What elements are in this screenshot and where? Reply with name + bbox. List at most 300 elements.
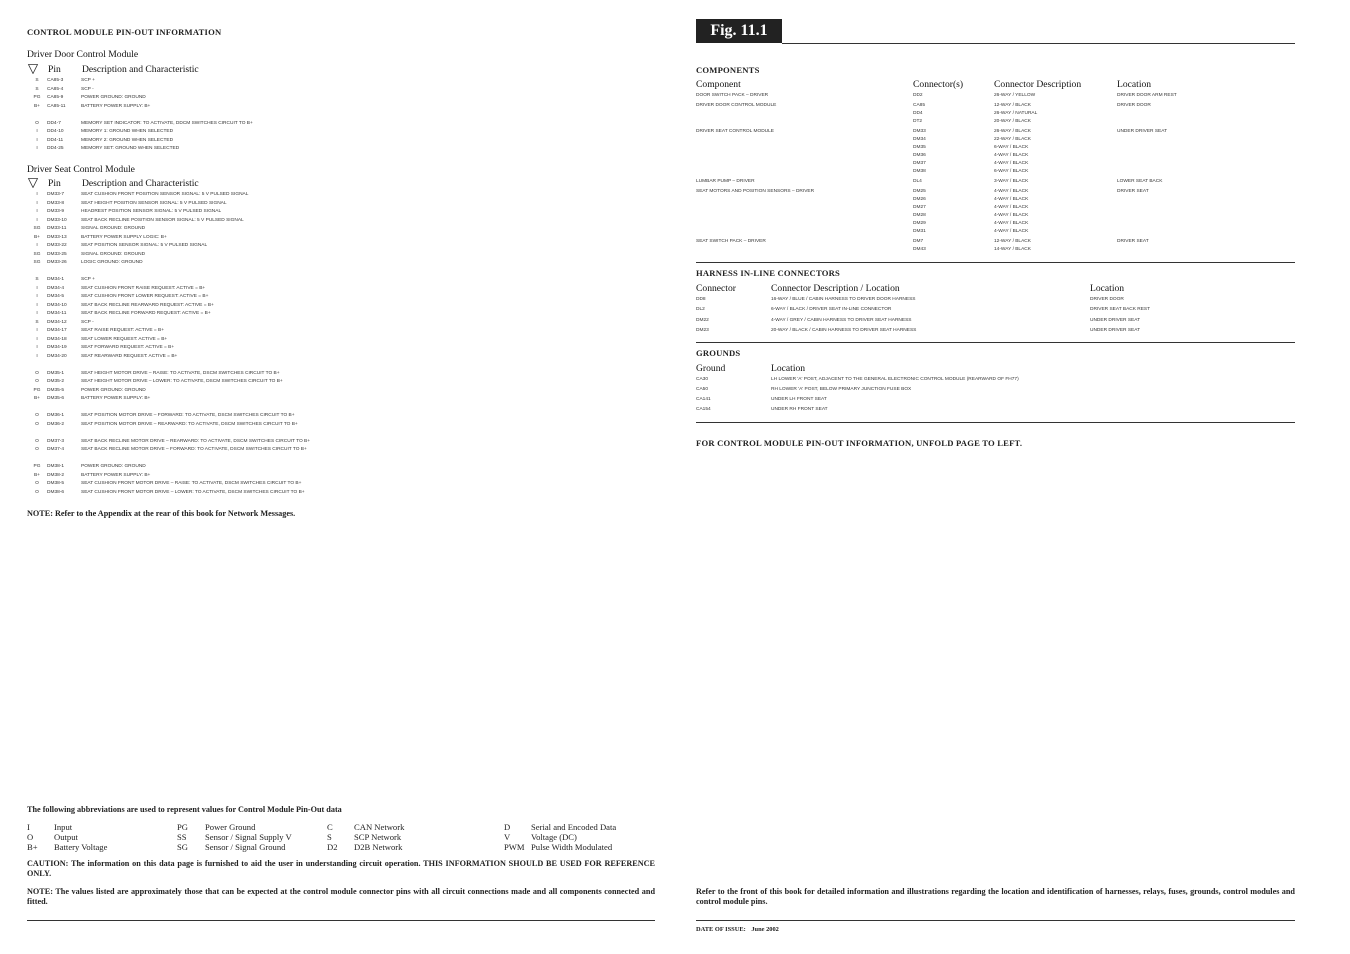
pin-id: DM36-2: [47, 421, 65, 427]
pin-type: B+: [33, 396, 40, 401]
pin-id: DM33-9: [47, 209, 65, 214]
pin-description: SEAT BACK RECLINE REARWARD REQUEST: ACTIVE = B+: [81, 302, 214, 308]
ground-location: UNDER LH FRONT SEAT: [771, 397, 827, 403]
abbreviation-value: CAN Network: [354, 822, 405, 832]
pin-id: DM35-2: [47, 379, 65, 384]
pin-row: [27, 208, 357, 217]
connector-id: DM38: [913, 169, 926, 174]
component-name: SEAT SWITCH PACK – DRIVER: [696, 239, 766, 244]
pin-id: DM33-13: [47, 234, 67, 240]
pin-description: SEAT CUSHION FRONT POSITION SENSOR SIGNAL: 5 V PULSED SIGNAL: [81, 192, 249, 197]
pin-type: PG: [33, 95, 41, 100]
connector-description: 12-WAY / BLACK: [994, 103, 1031, 108]
connector-id: DM36: [913, 153, 926, 158]
abbreviation-key: S: [327, 832, 332, 842]
column-desc-header: Description and Characteristic: [82, 177, 199, 189]
column-header: Component: [696, 78, 741, 90]
pin-row: [27, 327, 357, 336]
pin-id: DD4-10: [47, 129, 64, 134]
pin-description: SCP -: [81, 86, 94, 92]
connector-id: DM31: [913, 229, 926, 234]
pin-type: I: [36, 200, 38, 206]
pin-row: [27, 489, 357, 498]
connector-id: DM35: [913, 145, 926, 150]
figure-label: Fig. 11.1: [696, 19, 782, 43]
caution-note: CAUTION: The information on this data page is furnished to aid the user in understanding circuit operation. THIS INFORMATION SHOULD BE USED FOR REFERENCE ONLY.: [27, 859, 655, 878]
pin-row: [27, 310, 357, 319]
abbreviation-item: [504, 832, 664, 842]
component-location: DRIVER DOOR ARM REST: [1117, 93, 1177, 98]
divider: [696, 422, 1295, 423]
abbreviation-value: Pulse Width Modulated: [531, 842, 613, 852]
ground-location: RH LOWER 'A' POST, BELOW PRIMARY JUNCTION FUSE BOX: [771, 387, 912, 393]
connector-description: 6-WAY / BLACK: [994, 169, 1029, 174]
components-body: [696, 92, 1295, 254]
pin-id: DM33-8: [47, 200, 65, 206]
abbreviation-value: Input: [54, 822, 73, 832]
pin-description: MEMORY SET INDICATOR: TO ACTIVATE, DDCM SWITCHES CIRCUIT TO B+: [81, 120, 253, 126]
pin-id: DM33-10: [47, 217, 67, 223]
pin-type: I: [36, 328, 38, 333]
connector-list: [913, 238, 994, 254]
ground-id: CA141: [696, 397, 711, 403]
pin-type: PG: [33, 387, 41, 393]
component-row: [696, 238, 1295, 254]
connector-id: DM43: [913, 247, 926, 252]
pin-description: MEMORY SET: GROUND WHEN SELECTED: [81, 146, 180, 151]
pin-description: MEMORY 2: GROUND WHEN SELECTED: [81, 137, 174, 143]
connector-id: DM27: [913, 205, 926, 210]
pin-id: CA85-11: [47, 103, 66, 109]
pin-description: SEAT BACK RECLINE FORWARD REQUEST: ACTIVE = B+: [81, 311, 211, 316]
pin-row: [27, 225, 357, 234]
connector-description-list: [994, 102, 1117, 126]
row-gap: [27, 268, 357, 277]
pin-description: SEAT CUSHION FRONT MOTOR DRIVE – LOWER: TO ACTIVATE, DSCM SWITCHES CIRCUIT TO B+: [81, 489, 305, 495]
connector-description: 4-WAY / BLACK: [994, 229, 1029, 234]
pin-description: POWER GROUND: GROUND: [81, 464, 146, 469]
pin-row: [27, 438, 357, 447]
abbreviation-item: [327, 832, 504, 842]
connector-id: DM34: [913, 137, 926, 142]
abbreviation-key: PWM: [504, 842, 525, 852]
pin-id: DM37-4: [47, 447, 65, 452]
pin-description: SCP +: [81, 78, 95, 83]
harness-connector: DM23: [696, 327, 709, 333]
components-table: [696, 78, 1295, 256]
column-header: Ground: [696, 362, 726, 374]
component-row: [696, 128, 1295, 176]
harness-row: [696, 317, 1295, 327]
pin-description: SEAT HEIGHT POSITION SENSOR SIGNAL: 5 V PULSED SIGNAL: [81, 200, 227, 206]
row-gap: [27, 455, 357, 464]
abbreviation-value: Power Ground: [205, 822, 256, 832]
pin-row: [27, 276, 357, 285]
connector-description: 12-WAY / BLACK: [994, 239, 1031, 244]
abbreviation-key: B+: [27, 842, 38, 852]
pin-type: I: [36, 137, 38, 143]
pin-row: [27, 77, 357, 86]
abbreviation-item: [327, 822, 504, 832]
connector-description-list: [994, 238, 1117, 254]
abbreviation-item: [177, 832, 327, 842]
pin-type: I: [36, 336, 38, 342]
abbreviation-column: [177, 822, 327, 852]
pin-type: I: [36, 243, 38, 248]
pin-description: SCP -: [81, 319, 94, 325]
values-note: NOTE: The values listed are approximately those that can be expected at the control module connector pins with all circuit connections made and all components connected and fitted.: [27, 887, 655, 906]
pin-description: SEAT CUSHION FRONT RAISE REQUEST: ACTIVE = B+: [81, 285, 206, 291]
column-header: Connector Description / Location: [771, 282, 900, 294]
harness-location: DRIVER DOOR: [1090, 297, 1124, 302]
pin-description: SEAT RAISE REQUEST: ACTIVE = B+: [81, 328, 164, 333]
row-gap: [27, 429, 357, 438]
pin-type: O: [35, 120, 39, 126]
grounds-header-row: [696, 362, 1295, 374]
connector-list: [913, 188, 994, 236]
pin-row: [27, 319, 357, 328]
harness-row: [696, 327, 1295, 337]
component-row: [696, 188, 1295, 236]
abbreviation-item: [27, 842, 177, 852]
abbreviations-table: [27, 822, 667, 852]
component-location: DRIVER DOOR: [1117, 103, 1151, 108]
pin-description: SIGNAL GROUND: GROUND: [81, 226, 146, 231]
pin-id: DM33-11: [47, 226, 67, 231]
pin-description: HEADREST POSITION SENSOR SIGNAL: 5 V PULSED SIGNAL: [81, 209, 222, 214]
connector-id: DM28: [913, 213, 926, 218]
section-title-seat-module: Driver Seat Control Module: [27, 164, 135, 175]
pin-type: I: [36, 345, 38, 350]
pin-type: I: [36, 311, 38, 316]
column-desc-header: Description and Characteristic: [82, 63, 199, 75]
pin-id: DM34-10: [47, 302, 67, 308]
abbreviation-key: D2: [327, 842, 338, 852]
pin-type: I: [36, 129, 38, 134]
pin-type: I: [36, 192, 38, 197]
connector-id: CA85: [913, 103, 925, 108]
pin-row: [27, 86, 357, 95]
abbreviation-value: Battery Voltage: [54, 842, 108, 852]
pin-row: [27, 378, 357, 387]
pin-id: DM33-7: [47, 192, 65, 197]
date-of-issue: [696, 926, 779, 933]
pin-id: CA85-9: [47, 95, 64, 100]
pin-type: S: [35, 277, 39, 282]
pin-id: DM33-26: [47, 260, 67, 265]
abbreviation-value: SCP Network: [354, 832, 402, 842]
divider: [696, 342, 1295, 343]
refer-note: Refer to the front of this book for detailed information and illustrations regarding the location and identification of harnesses, relays, fuses, grounds, control modules and control module pins.: [696, 887, 1295, 906]
pin-row: [27, 353, 357, 362]
harness-description: 4-WAY / GREY / CABIN HARNESS TO DRIVER SEAT HARNESS: [771, 317, 912, 323]
harness-header-row: [696, 282, 1295, 294]
pin-type: I: [36, 285, 38, 291]
connector-description-list: [994, 92, 1117, 100]
pin-id: DM38-6: [47, 489, 65, 495]
ground-location: LH LOWER 'A' POST, ADJACENT TO THE GENERAL ELECTRONIC CONTROL MODULE (REARWARD OF FH77): [771, 377, 1019, 382]
pin-id: DD4-25: [47, 146, 64, 151]
pin-id: DM36-1: [47, 413, 65, 418]
pin-id: DM33-22: [47, 243, 67, 248]
component-name: DRIVER DOOR CONTROL MODULE: [696, 103, 777, 108]
abbreviation-key: V: [504, 832, 511, 842]
pin-type: S: [35, 78, 39, 83]
pin-row: [27, 145, 357, 154]
component-name: SEAT MOTORS AND POSITION SENSORS – DRIVER: [696, 189, 815, 194]
column-header: Location: [1090, 282, 1125, 294]
components-header-row: [696, 78, 1295, 90]
abbreviation-column: [504, 822, 664, 852]
pin-description: LOGIC GROUND: GROUND: [81, 260, 143, 265]
harness-location: UNDER DRIVER SEAT: [1090, 327, 1141, 333]
connector-list: [913, 92, 994, 100]
pin-description: SIGNAL GROUND: GROUND: [81, 251, 146, 257]
pin-type: O: [35, 481, 39, 486]
pin-id: DM34-1: [47, 277, 65, 282]
pin-type: B+: [33, 472, 40, 478]
connector-description: 6-WAY / BLACK: [994, 145, 1029, 150]
connector-id: DL4: [913, 179, 922, 184]
pin-type: S: [35, 319, 39, 325]
pin-id: DM38-5: [47, 481, 65, 486]
abbreviation-value: D2B Network: [354, 842, 403, 852]
connector-id: DD4: [913, 111, 923, 116]
connector-description: 3-WAY / BLACK: [994, 179, 1029, 184]
harness-row: [696, 296, 1295, 306]
pin-type: PG: [33, 464, 41, 469]
column-header: Connector Description: [994, 78, 1082, 90]
harness-row: [696, 306, 1295, 316]
connector-id: DM25: [913, 189, 926, 194]
components-title: COMPONENTS: [696, 65, 760, 75]
pin-id: DM35-5: [47, 387, 65, 393]
abbreviation-item: [504, 822, 664, 832]
pin-description: SEAT CUSHION FRONT MOTOR DRIVE – RAISE: TO ACTIVATE, DSCM SWITCHES CIRCUIT TO B+: [81, 481, 302, 486]
connector-id: DD2: [913, 93, 923, 98]
pin-row: [27, 302, 357, 311]
pin-row: [27, 191, 357, 200]
connector-description: 4-WAY / BLACK: [994, 153, 1029, 158]
pin-row: [27, 251, 357, 260]
abbreviation-value: Output: [54, 832, 78, 842]
pin-id: DM34-11: [47, 311, 67, 316]
component-location: DRIVER SEAT: [1117, 239, 1149, 244]
abbreviation-item: [504, 842, 664, 852]
row-gap: [27, 111, 357, 120]
column-header: Connector(s): [913, 78, 964, 90]
pin-row: [27, 421, 357, 430]
pin-id: CA85-3: [47, 78, 64, 83]
pin-id: DM33-25: [47, 251, 67, 257]
row-gap: [27, 361, 357, 370]
pin-row: [27, 480, 357, 489]
pin-description: SEAT REARWARD REQUEST: ACTIVE = B+: [81, 353, 178, 359]
connector-id: DM37: [913, 161, 926, 166]
abbreviation-key: D: [504, 822, 511, 832]
pin-type: S: [35, 86, 39, 92]
grounds-body: [696, 376, 1295, 416]
pin-row: [27, 412, 357, 421]
pin-row: [27, 200, 357, 209]
pin-type: O: [35, 438, 39, 444]
ground-row: [696, 376, 1295, 386]
pin-type: I: [36, 353, 38, 359]
abbreviation-key: C: [327, 822, 333, 832]
pin-type: I: [36, 294, 38, 299]
date-value: June 2002: [751, 926, 779, 933]
abbreviation-value: Sensor / Signal Ground: [205, 842, 286, 852]
pin-row: [27, 446, 357, 455]
connector-description: 14-WAY / BLACK: [994, 247, 1031, 252]
pin-row: [27, 463, 357, 472]
triangle-icon: [27, 178, 39, 188]
network-note: NOTE: Refer to the Appendix at the rear of this book for Network Messages.: [27, 509, 296, 518]
pin-description: SCP +: [81, 277, 95, 282]
pin-type: B+: [33, 234, 40, 240]
connector-id: DM26: [913, 197, 926, 202]
pin-id: DM34-18: [47, 336, 67, 342]
connector-description: 4-WAY / BLACK: [994, 161, 1029, 166]
connector-list: [913, 128, 994, 176]
ground-location: UNDER RH FRONT SEAT: [771, 407, 828, 413]
pin-description: POWER GROUND: GROUND: [81, 95, 146, 100]
component-row: [696, 92, 1295, 100]
pin-type: I: [36, 302, 38, 308]
abbreviation-item: [177, 842, 327, 852]
pin-row: [27, 94, 357, 103]
pin-id: DM34-17: [47, 328, 67, 333]
pin-type: SG: [33, 226, 41, 231]
ground-row: [696, 386, 1295, 396]
harness-description: 16-WAY / BLUE / CABIN HARNESS TO DRIVER DOOR HARNESS: [771, 297, 916, 302]
column-pin-header: Pin: [48, 63, 61, 75]
pin-description: BATTERY POWER SUPPLY: B+: [81, 396, 151, 401]
connector-description-list: [994, 128, 1117, 176]
pin-description: SEAT POSITION MOTOR DRIVE – FORWARD: TO ACTIVATE, DSCM SWITCHES CIRCUIT TO B+: [81, 413, 295, 418]
pin-description: SEAT HEIGHT MOTOR DRIVE – LOWER: TO ACTIVATE, DSCM SWITCHES CIRCUIT TO B+: [81, 379, 283, 384]
pin-id: DM34-19: [47, 345, 67, 350]
ground-id: CA30: [696, 377, 708, 382]
harness-location: DRIVER SEAT BACK REST: [1090, 307, 1151, 313]
pin-row: [27, 472, 357, 481]
seat-module-pin-table: [27, 191, 357, 497]
pin-id: DM35-1: [47, 370, 65, 376]
pin-id: DD4-11: [47, 137, 64, 143]
pin-type: I: [36, 209, 38, 214]
connector-list: [913, 102, 994, 126]
pin-description: SEAT POSITION SENSOR SIGNAL: 5 V PULSED SIGNAL: [81, 243, 208, 248]
pin-id: DM34-12: [47, 319, 67, 325]
grounds-title: GROUNDS: [696, 348, 741, 358]
pin-id: DM37-3: [47, 438, 65, 444]
pin-id: DD4-7: [47, 120, 61, 126]
pin-row: [27, 103, 357, 112]
column-header: Location: [771, 362, 806, 374]
harness-connector: DD8: [696, 297, 706, 302]
pin-row: [27, 120, 357, 129]
ground-row: [696, 396, 1295, 406]
pin-description: SEAT BACK RECLINE MOTOR DRIVE – FORWARD: TO ACTIVATE, DSCM SWITCHES CIRCUIT TO B+: [81, 447, 307, 452]
abbreviation-column: [27, 822, 177, 852]
harness-connector: DM22: [696, 317, 709, 323]
harness-description: 20-WAY / BLACK / CABIN HARNESS TO DRIVER SEAT HARNESS: [771, 327, 917, 333]
component-row: [696, 178, 1295, 186]
connector-description-list: [994, 188, 1117, 236]
column-header: Connector: [696, 282, 736, 294]
connector-description: 4-WAY / BLACK: [994, 221, 1029, 226]
component-location: DRIVER SEAT: [1117, 189, 1149, 194]
pin-type: I: [36, 146, 38, 151]
connector-id: DM7: [913, 239, 924, 244]
connector-id: DT2: [913, 119, 923, 124]
pin-id: DM38-2: [47, 472, 65, 478]
pin-description: SEAT FORWARD REQUEST: ACTIVE = B+: [81, 345, 175, 350]
abbreviation-key: SG: [177, 842, 188, 852]
divider: [696, 262, 1295, 263]
abbreviations-intro: The following abbreviations are used to represent values for Control Module Pin-Out data: [27, 805, 342, 814]
unfold-note: FOR CONTROL MODULE PIN-OUT INFORMATION, UNFOLD PAGE TO LEFT.: [696, 438, 1023, 448]
component-name: LUMBAR PUMP – DRIVER: [696, 179, 755, 184]
pin-type: O: [35, 413, 39, 418]
pin-description: POWER GROUND: GROUND: [81, 387, 146, 393]
pin-description: SEAT HEIGHT MOTOR DRIVE – RAISE: TO ACTIVATE, DSCM SWITCHES CIRCUIT TO B+: [81, 370, 280, 376]
pin-type: O: [35, 489, 39, 495]
harness-body: [696, 296, 1295, 337]
pin-row: [27, 370, 357, 379]
date-label: DATE OF ISSUE:: [696, 926, 746, 933]
component-location: UNDER DRIVER SEAT: [1117, 129, 1168, 134]
pin-row: [27, 395, 357, 404]
pin-description: SEAT BACK RECLINE MOTOR DRIVE – REARWARD: TO ACTIVATE, DSCM SWITCHES CIRCUIT TO B+: [81, 438, 311, 444]
divider: [27, 920, 655, 921]
pin-row: [27, 387, 357, 396]
ground-id: CA50: [696, 387, 708, 393]
pin-description: SEAT BACK RECLINE POSITION SENSOR SIGNAL: 5 V PULSED SIGNAL: [81, 217, 244, 223]
column-headers-seat: [27, 177, 199, 189]
pin-description: MEMORY 1: GROUND WHEN SELECTED: [81, 129, 174, 134]
abbreviation-key: O: [27, 832, 34, 842]
column-pin-header: Pin: [48, 177, 61, 189]
component-row: [696, 102, 1295, 126]
pin-id: DM34-4: [47, 285, 65, 291]
connector-description: 4-WAY / BLACK: [994, 197, 1029, 202]
pin-row: [27, 217, 357, 226]
pin-type: B+: [33, 103, 40, 109]
abbreviation-item: [27, 822, 177, 832]
divider: [696, 920, 1295, 921]
triangle-icon: [27, 64, 39, 74]
pin-row: [27, 137, 357, 146]
abbreviation-column: [327, 822, 504, 852]
column-headers-door: [27, 63, 199, 75]
pin-row: [27, 285, 357, 294]
ground-id: CA154: [696, 407, 711, 413]
connector-description-list: [994, 178, 1117, 186]
harness-description: 6-WAY / BLACK / DRIVER SEAT IN-LINE CONNECTOR: [771, 307, 892, 313]
ground-row: [696, 406, 1295, 416]
pin-row: [27, 336, 357, 345]
abbreviation-value: Voltage (DC): [531, 832, 577, 842]
connector-id: DM33: [913, 129, 926, 134]
pin-id: DM35-6: [47, 396, 65, 401]
pin-type: I: [36, 217, 38, 223]
pin-description: BATTERY POWER SUPPLY: B+: [81, 472, 151, 478]
grounds-table: [696, 362, 1295, 416]
pin-id: DM34-5: [47, 294, 65, 299]
harness-table: [696, 282, 1295, 337]
connector-description: 26-WAY / YELLOW: [994, 93, 1036, 98]
